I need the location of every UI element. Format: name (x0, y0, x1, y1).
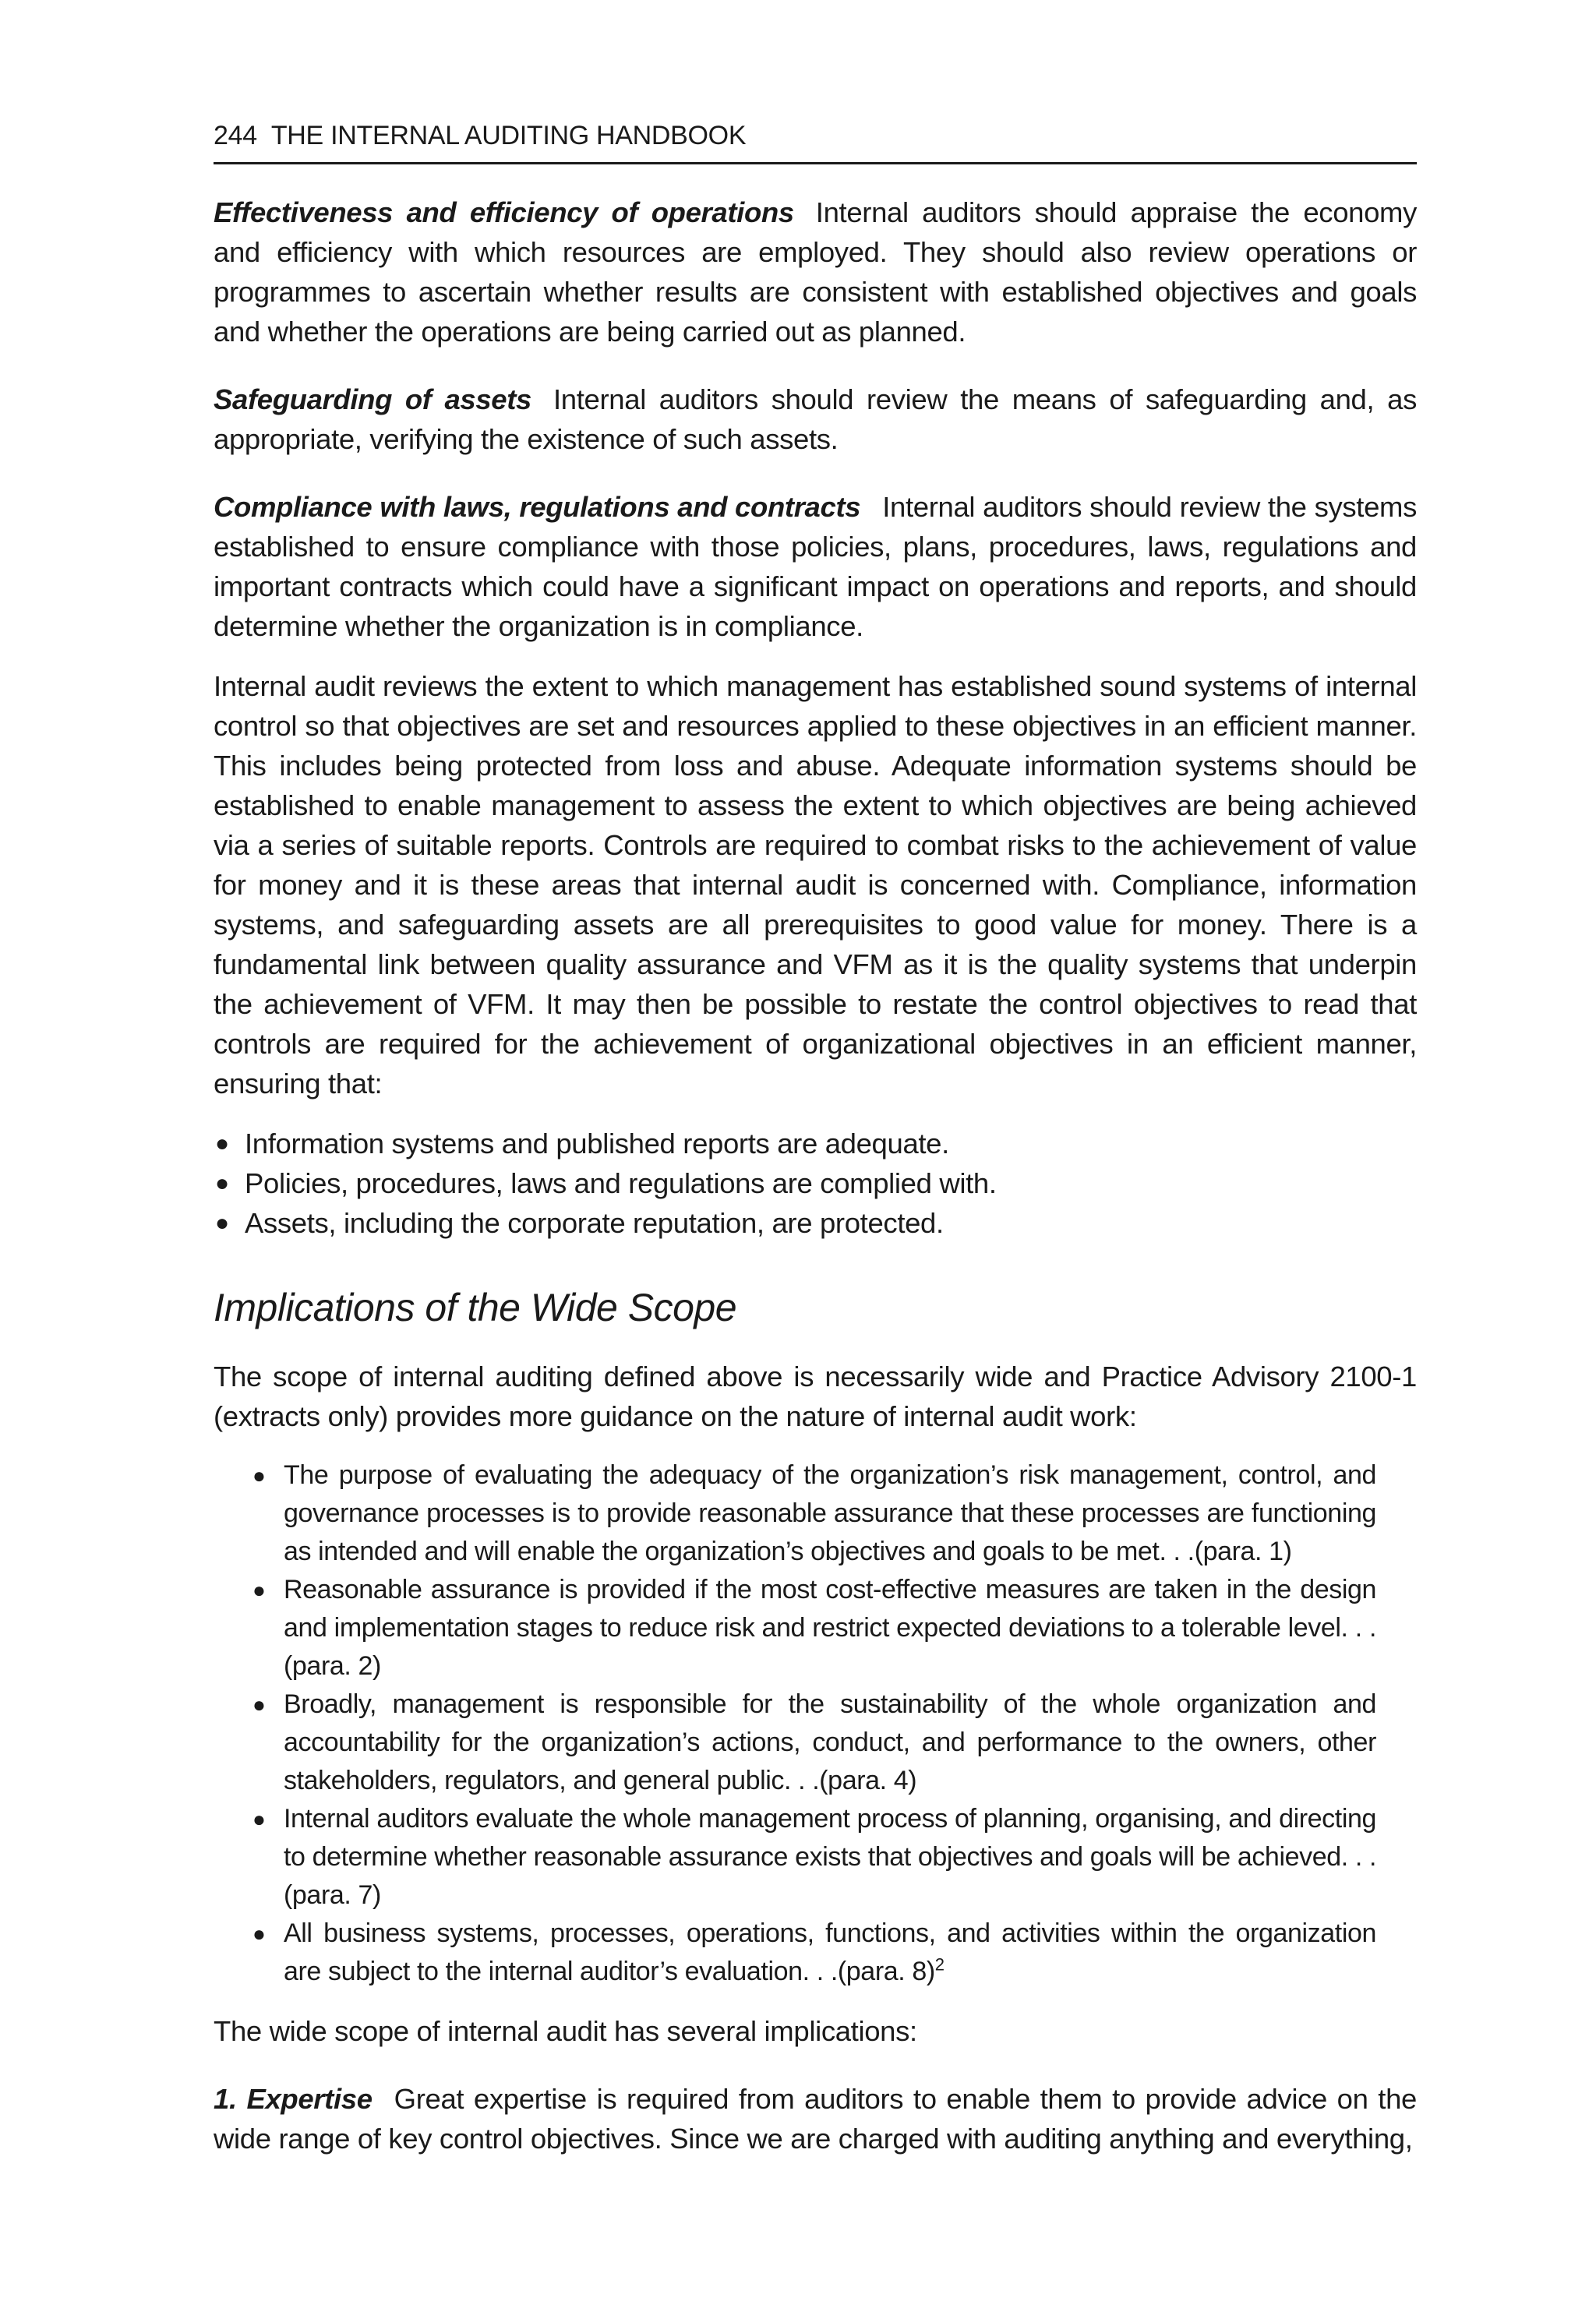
list-item: ● All business systems, processes, operations, functions, and activities within the organization are subject to the internal auditor’s evaluation. . .(para. 8)$^2$ (252, 1915, 1376, 1991)
section-text: Internal auditors should review the systems established to ensure compliance with those policies, plans, procedures, laws, regulations and important contracts which could have a significant impact on operations and reports, and should determine whether the organization is in compliance. (214, 491, 1417, 642)
section-text: Internal auditors should appraise the economy and efficiency with which resources are employed. They should also review operations or programmes to ascertain whether results are consistent with established objectives and goals and whether the operations are being carried out as planned. (214, 196, 1417, 348)
bullet-icon: ● (215, 1210, 229, 1236)
page (214, 117, 1417, 2187)
list-item: ● Broadly, management is responsible for the sustainability of the whole organization and accountability for the organization’s actions, conduct, and performance to the owners, other stakeholders, regulators, and general public. . .(para. 4) (252, 1685, 1376, 1800)
section-compliance (214, 487, 1417, 646)
section-expertise (214, 2079, 1417, 2158)
footnote-ref: 2 (934, 1954, 945, 1975)
bullet-icon: ● (252, 1692, 266, 1717)
list-item: ● Policies, procedures, laws and regulations are complied with. (214, 1163, 1417, 1203)
list-item: ● Internal auditors evaluate the whole management process of planning, organising, and directing to determine whether reasonable assurance exists that objectives and goals will be achieved. . .(para. 7) (252, 1800, 1376, 1915)
list-item: ● Information systems and published reports are adequate. (214, 1124, 1417, 1163)
implications-intro: The wide scope of internal audit has several implications: (214, 2015, 917, 2047)
page-number: 244 (214, 121, 257, 150)
bullet-icon: ● (252, 1463, 266, 1488)
section-text: Internal auditors should review the means of safeguarding and, as appropriate, verifying the existence of such assets. (214, 383, 1417, 455)
section-title: Implications of the Wide Scope (214, 1286, 737, 1329)
bullet-icon: ● (215, 1131, 229, 1156)
scope-intro: The scope of internal auditing defined above is necessarily wide and Practice Advisory 2100-1 (extracts only) provides more guidance on the nature of internal audit work: (214, 1361, 1417, 1432)
section-text: Great expertise is required from auditors to enable them to provide advice on the wide range of key control objectives. Since we are charged with auditing anything and everything, (214, 2083, 1417, 2155)
list-item: ● Reasonable assurance is provided if the most cost-effective measures are taken in the design and implementation stages to reduce risk and restrict expected deviations to a tolerable level. . .(para. 2) (252, 1571, 1376, 1685)
book-title: THE INTERNAL AUDITING HANDBOOK (270, 121, 747, 150)
running-head (214, 117, 1417, 164)
extracts-list (252, 1456, 1376, 1991)
bullet-icon: ● (252, 1807, 266, 1831)
bullet-icon: ● (215, 1170, 229, 1196)
objectives-list (214, 1124, 1417, 1243)
list-item: ● Assets, including the corporate reputation, are protected. (214, 1203, 1417, 1243)
list-item: ● The purpose of evaluating the adequacy of the organization’s risk management, control, and governance processes is to provide reasonable assurance that these processes are functioning as intended and will enable the organization’s objectives and goals to be met. . .(para. 1) (252, 1456, 1376, 1571)
section-safeguarding (214, 379, 1417, 459)
body-paragraph: Internal audit reviews the extent to which management has established sound systems of internal control so that objectives are set and resources applied to these objectives in an efficient manner. This includes being protected from loss and abuse. Adequate information systems should be established to enable management to assess the extent to which objectives are being achieved via a series of suitable reports. Controls are required to combat risks to the achievement of value for money and it is these areas that internal audit is concerned with. Compliance, information systems, and safeguarding assets are all prerequisites to good value for money. There is a fundamental link between quality assurance and VFM as it is the quality systems that underpin the achievement of VFM. It may then be possible to restate the control objectives to read that controls are required for the achievement of organizational objectives in an efficient manner, ensuring that: (214, 670, 1417, 1099)
section-heading: 1. Expertise (214, 2083, 373, 2115)
section-effectiveness (214, 192, 1417, 351)
section-heading: Effectiveness and efficiency of operations (214, 196, 794, 228)
section-heading: Compliance with laws, regulations and contracts (214, 491, 861, 523)
bullet-icon: ● (252, 1578, 266, 1602)
bullet-icon: ● (252, 1922, 266, 1946)
section-heading: Safeguarding of assets (214, 383, 532, 415)
